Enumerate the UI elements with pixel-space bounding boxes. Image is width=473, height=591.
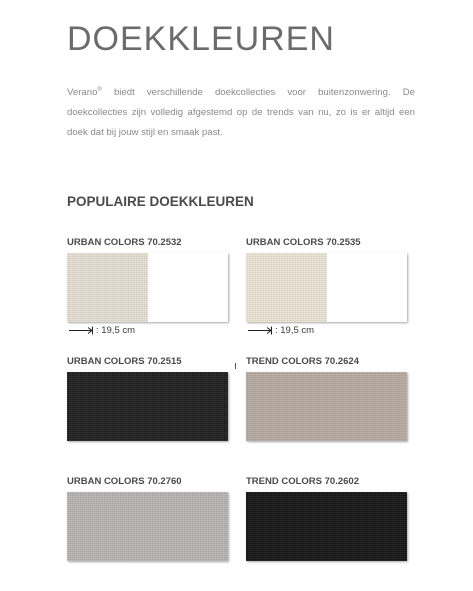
width-measure	[68, 325, 135, 336]
swatch-card	[246, 236, 409, 322]
width-arrow-icon	[247, 326, 273, 335]
fabric-swatch	[67, 372, 228, 441]
divider-tick	[235, 363, 236, 369]
measure-text: : 19,5 cm	[96, 325, 136, 336]
fabric-swatch	[246, 372, 407, 441]
swatch-label: TREND COLORS 70.2624	[246, 356, 359, 367]
intro-paragraph	[67, 80, 415, 143]
width-measure	[247, 325, 314, 336]
page-title: DOEKKLEUREN	[67, 20, 335, 58]
swatch-label: TREND COLORS 70.2602	[246, 476, 359, 487]
intro-brand: Verano	[67, 87, 98, 99]
width-arrow-icon	[68, 326, 94, 335]
fabric-swatch	[246, 492, 407, 561]
swatch-card	[246, 355, 409, 441]
swatch-card	[67, 475, 230, 561]
fabric-color-right	[246, 253, 327, 322]
fabric-color	[246, 492, 407, 561]
swatch-label: URBAN COLORS 70.2535	[246, 237, 361, 248]
section-title: POPULAIRE DOEKKLEUREN	[67, 194, 254, 209]
fabric-swatch	[246, 253, 407, 322]
registered-mark: ®	[97, 87, 102, 93]
fabric-swatch	[67, 253, 228, 322]
fabric-color	[67, 492, 228, 561]
swatch-card	[67, 355, 230, 441]
fabric-color-right	[67, 253, 148, 322]
swatch-label: URBAN COLORS 70.2532	[67, 237, 182, 248]
swatch-label: URBAN COLORS 70.2760	[67, 476, 182, 487]
measure-text: : 19,5 cm	[275, 325, 315, 336]
fabric-color	[246, 372, 407, 441]
fabric-color	[67, 372, 228, 441]
swatch-card	[67, 236, 230, 322]
swatch-card	[246, 475, 409, 561]
fabric-swatch	[67, 492, 228, 561]
swatch-label: URBAN COLORS 70.2515	[67, 356, 182, 367]
intro-text: biedt verschillende doekcollecties voor buitenzonwering. De doekcollecties zijn volledig afgestemd op de trends van nu, zo is er altijd een doek dat bij jouw stijl en smaak past.	[67, 87, 415, 139]
